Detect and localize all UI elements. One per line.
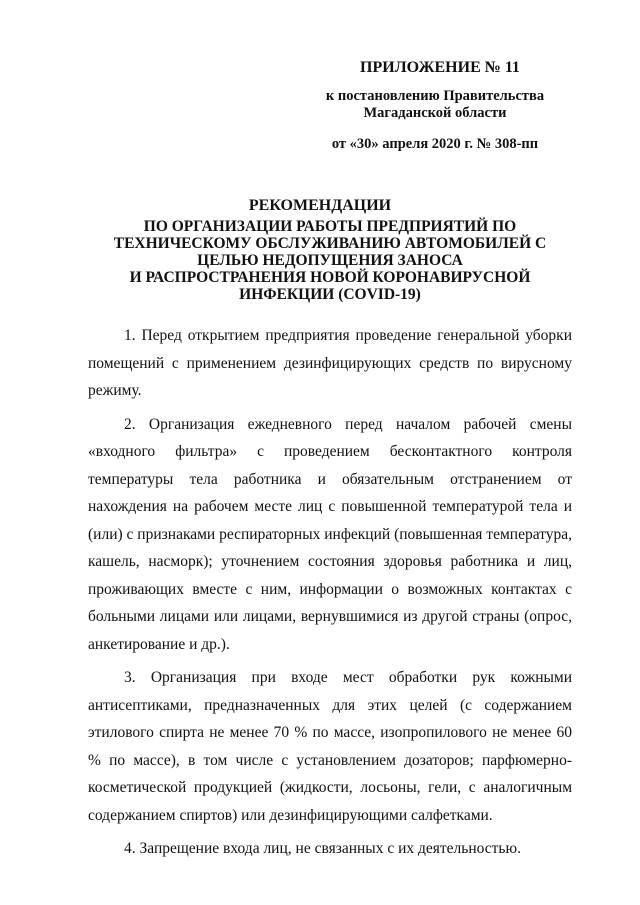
appendix-date-line: от «30» апреля 2020 г. № 308-пп: [331, 136, 539, 152]
paragraph-2: 2. Организация ежедневного перед началом рабочей смены «входного фильтра» с проведением бесконтактного контроля температуры тела работника и обязательным отстранением от нахождения на рабочем месте лиц с повышенной температурой тела и (или) с признаками респираторных инфекций (повышенная температура, кашель, насморк); уточнением состояния здоровья работника и лиц, проживающих вместе с ним, информации о возможных контактах с больными лицами или лицами, вернувшимися из другой страны (опрос, анкетирование и др.).: [88, 415, 572, 653]
appendix-region-line: Магаданской области: [363, 105, 507, 121]
paragraph-4: 4. Запрещение входа лиц, не связанных с их деятельностью.: [124, 840, 521, 857]
paragraph-1: 1. Перед открытием предприятия проведение генеральной уборки помещений с применением дезинфицирующих средств по вирусному режиму.: [88, 327, 572, 399]
subtitle-line: ИНФЕКЦИИ (COVID-19): [239, 286, 421, 303]
subtitle-line: ТЕХНИЧЕСКОМУ ОБСЛУЖИВАНИЮ АВТОМОБИЛЕЙ С: [113, 235, 547, 252]
appendix-number: ПРИЛОЖЕНИЕ № 11: [360, 59, 520, 76]
subtitle-line: ЦЕЛЬЮ НЕДОПУЩЕНИЯ ЗАНОСА: [197, 252, 463, 269]
document-title: РЕКОМЕНДАЦИИ: [248, 197, 392, 214]
document-subtitle: [95, 218, 565, 303]
document-body: [88, 322, 572, 863]
appendix-block: [310, 58, 560, 153]
appendix-resolution-line: к постановлению Правительства: [325, 88, 545, 104]
subtitle-line: И РАСПРОСТРАНЕНИЯ НОВОЙ КОРОНАВИРУСНОЙ: [129, 269, 531, 286]
paragraph-3: 3. Организация при входе мест обработки рук кожными антисептиками, предназначенных для этих целей (с содержанием этилового спирта не менее 70 % по массе, изопропилового не менее 60 % по массе), в том числе с установлением дозаторов; парфюмерно-косметической продукцией (жидкости, лосьоны, гели, с аналогичным содержанием спиртов) или дезинфицирующими салфетками.: [88, 669, 572, 824]
subtitle-line: ПО ОРГАНИЗАЦИИ РАБОТЫ ПРЕДПРИЯТИЙ ПО: [143, 218, 517, 235]
